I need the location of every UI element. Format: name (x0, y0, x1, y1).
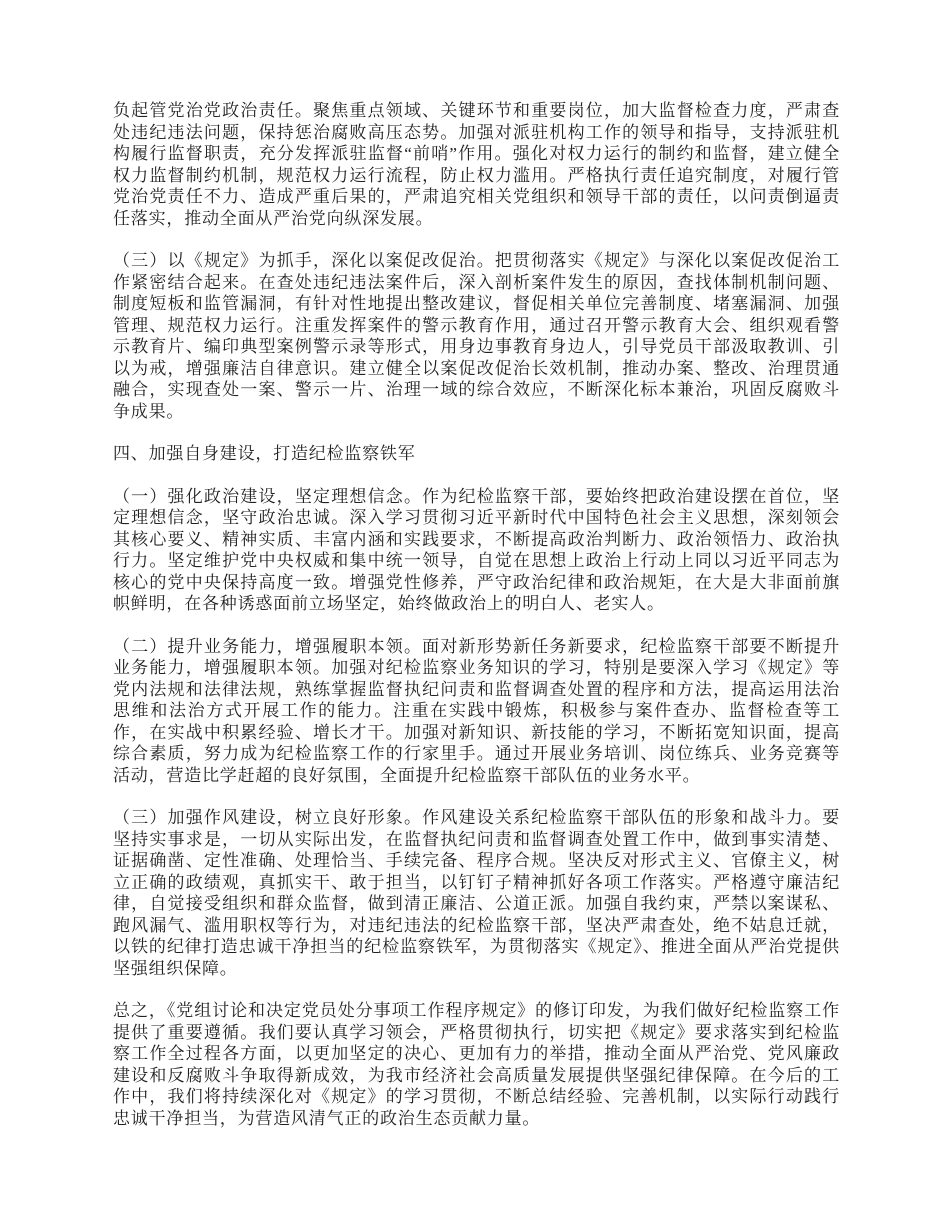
paragraph-work-style: （三）加强作风建设，树立良好形象。作风建设关系纪检监察干部队伍的形象和战斗力。要坚持实事求是，一切从实际出发，在监督执纪问责和监督调查处置工作中，做到事实清楚、证据确凿、定性准确、处理恰当、手续完备、程序合规。坚决反对形式主义、官僚主义，树立正确的政绩观，真抓实干、敢于担当，以钉钉子精神抓好各项工作落实。严格遵守廉洁纪律，自觉接受组织和群众监督，做到清正廉洁、公道正派。加强自我约束，严禁以案谋私、跑风漏气、滥用职权等行为，对违纪违法的纪检监察干部，坚决严肃查处，绝不姑息迁就，以铁的纪律打造忠诚干净担当的纪检监察铁军，为贯彻落实《规定》、推进全面从严治党提供坚强组织保障。 (113, 808, 840, 978)
paragraph-case-rectification: （三）以《规定》为抓手，深化以案促改促治。把贯彻落实《规定》与深化以案促改促治工作紧密结合起来。在查处违纪违法案件后，深入剖析案件发生的原因，查找体制机制问题、制度短板和监管漏洞，有针对性地提出整改建议，督促相关单位完善制度、堵塞漏洞、加强管理、规范权力运行。注重发挥案件的警示教育作用，通过召开警示教育大会、组织观看警示教育片、编印典型案例警示录等形式，用身边事教育身边人，引导党员干部汲取教训、引以为戒，增强廉洁自律意识。建立健全以案促改促治长效机制，推动办案、整改、治理贯通融合，实现查处一案、警示一片、治理一域的综合效应，不断深化标本兼治，巩固反腐败斗争成果。 (113, 251, 840, 421)
paragraph-professional-ability: （二）提升业务能力，增强履职本领。面对新形势新任务新要求，纪检监察干部要不断提升业务能力，增强履职本领。加强对纪检监察业务知识的学习，特别是要深入学习《规定》等党内法规和法律法规，熟练掌握监督执纪问责和监督调查处置的程序和方法，提高运用法治思维和法治方式开展工作的能力。注重在实践中锻炼，积极参与案件查办、监督检查等工作，在实战中积累经验、增长才干。加强对新知识、新技能的学习，不断拓宽知识面，提高综合素质，努力成为纪检监察工作的行家里手。通过开展业务培训、岗位练兵、业务竞赛等活动，营造比学赶超的良好氛围，全面提升纪检监察干部队伍的业务水平。 (113, 636, 840, 785)
paragraph-supervision-responsibility: 负起管党治党政治责任。聚焦重点领域、关键环节和重要岗位，加大监督检查力度，严肃查处违纪违法问题，保持惩治腐败高压态势。加强对派驻机构工作的领导和指导，支持派驻机构履行监督职责，充分发挥派驻监督“前哨”作用。强化对权力运行的制约和监督，建立健全权力监督制约机制，规范权力运行流程，防止权力滥用。严格执行责任追究制度，对履行管党治党责任不力、造成严重后果的，严肃追究相关党组织和领导干部的责任，以问责倒逼责任落实，推动全面从严治党向纵深发展。 (113, 101, 840, 228)
paragraph-conclusion: 总之，《党组讨论和决定党员处分事项工作程序规定》的修订印发，为我们做好纪检监察工作提供了重要遵循。我们要认真学习领会，严格贯彻执行，切实把《规定》要求落实到纪检监察工作全过程各方面，以更加坚定的决心、更加有力的举措，推动全面从严治党、党风廉政建设和反腐败斗争取得新成效，为我市经济社会高质量发展提供坚强纪律保障。在今后的工作中，我们将持续深化对《规定》的学习贯彻，不断总结经验、完善机制，以实际行动践行忠诚干净担当，为营造风清气正的政治生态贡献力量。 (113, 1001, 840, 1128)
paragraph-political-construction: （一）强化政治建设，坚定理想信念。作为纪检监察干部，要始终把政治建设摆在首位，坚定理想信念，坚守政治忠诚。深入学习贯彻习近平新时代中国特色社会主义思想，深刻领会其核心要义、精神实质、丰富内涵和实践要求，不断提高政治判断力、政治领悟力、政治执行力。坚定维护党中央权威和集中统一领导，自觉在思想上政治上行动上同以习近平同志为核心的党中央保持高度一致。增强党性修养，严守政治纪律和政治规矩，在大是大非面前旗帜鲜明，在各种诱惑面前立场坚定，始终做政治上的明白人、老实人。 (113, 486, 840, 613)
section-heading-self-construction: 四、加强自身建设，打造纪检监察铁军 (113, 444, 416, 463)
document-body (113, 100, 840, 1129)
